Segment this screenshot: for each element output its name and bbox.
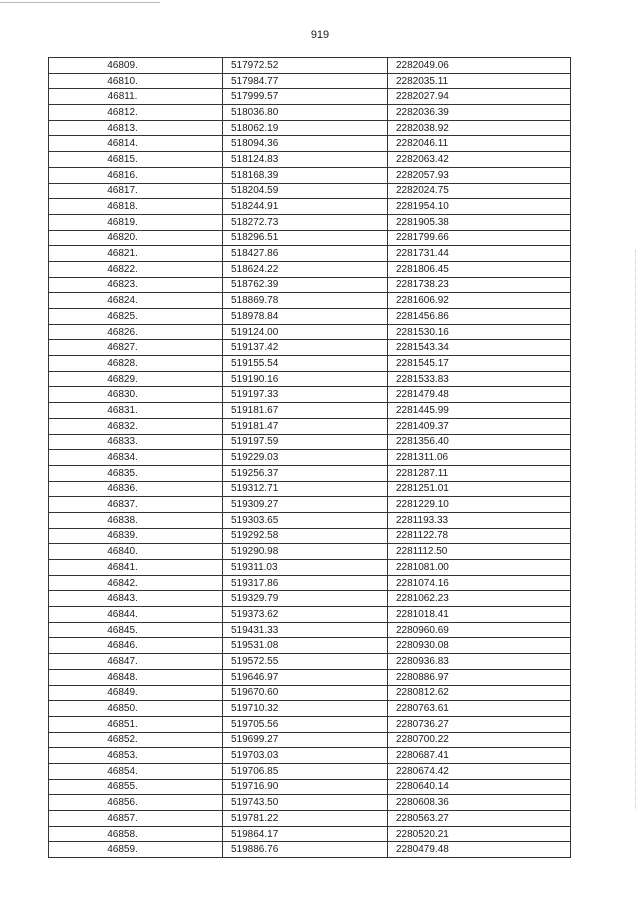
table-row	[49, 622, 571, 638]
table-row	[49, 512, 571, 528]
x-coordinate-cell: 519303.65	[223, 512, 388, 528]
x-coordinate-cell: 519197.59	[223, 434, 388, 450]
table-row	[49, 105, 571, 121]
table-row	[49, 669, 571, 685]
x-coordinate-cell: 519181.47	[223, 418, 388, 434]
x-coordinate-cell: 518272.73	[223, 214, 388, 230]
point-number-cell: 46845.	[49, 622, 223, 638]
table-row	[49, 701, 571, 717]
point-number-cell: 46827.	[49, 340, 223, 356]
y-coordinate-cell: 2280674.42	[388, 763, 571, 779]
y-coordinate-cell: 2281287.11	[388, 465, 571, 481]
y-coordinate-cell: 2281112.50	[388, 544, 571, 560]
table-row	[49, 167, 571, 183]
x-coordinate-cell: 519312.71	[223, 481, 388, 497]
y-coordinate-cell: 2280936.83	[388, 654, 571, 670]
y-coordinate-cell: 2280608.36	[388, 795, 571, 811]
y-coordinate-cell: 2280960.69	[388, 622, 571, 638]
y-coordinate-cell: 2281530.16	[388, 324, 571, 340]
y-coordinate-cell: 2280520.21	[388, 826, 571, 842]
y-coordinate-cell: 2280763.61	[388, 701, 571, 717]
table-row	[49, 481, 571, 497]
table-row	[49, 544, 571, 560]
x-coordinate-cell: 518978.84	[223, 309, 388, 325]
point-number-cell: 46820.	[49, 230, 223, 246]
table-row	[49, 842, 571, 858]
table-row	[49, 309, 571, 325]
point-number-cell: 46831.	[49, 403, 223, 419]
point-number-cell: 46836.	[49, 481, 223, 497]
y-coordinate-cell: 2281456.86	[388, 309, 571, 325]
x-coordinate-cell: 518427.86	[223, 246, 388, 262]
table-row	[49, 795, 571, 811]
y-coordinate-cell: 2281545.17	[388, 356, 571, 372]
point-number-cell: 46811.	[49, 89, 223, 105]
point-number-cell: 46844.	[49, 607, 223, 623]
x-coordinate-cell: 518124.83	[223, 152, 388, 168]
y-coordinate-cell: 2282038.92	[388, 120, 571, 136]
table-row	[49, 73, 571, 89]
y-coordinate-cell: 2281533.83	[388, 371, 571, 387]
point-number-cell: 46821.	[49, 246, 223, 262]
point-number-cell: 46810.	[49, 73, 223, 89]
y-coordinate-cell: 2281062.23	[388, 591, 571, 607]
table-row	[49, 654, 571, 670]
x-coordinate-cell: 519309.27	[223, 497, 388, 513]
point-number-cell: 46849.	[49, 685, 223, 701]
x-coordinate-cell: 519716.90	[223, 779, 388, 795]
x-coordinate-cell: 519311.03	[223, 560, 388, 576]
table-row	[49, 716, 571, 732]
y-coordinate-cell: 2282027.94	[388, 89, 571, 105]
y-coordinate-cell: 2281074.16	[388, 575, 571, 591]
point-number-cell: 46839.	[49, 528, 223, 544]
table-row	[49, 575, 571, 591]
y-coordinate-cell: 2281799.66	[388, 230, 571, 246]
table-row	[49, 591, 571, 607]
x-coordinate-cell: 519431.33	[223, 622, 388, 638]
x-coordinate-cell: 519531.08	[223, 638, 388, 654]
x-coordinate-cell: 519329.79	[223, 591, 388, 607]
x-coordinate-cell: 517999.57	[223, 89, 388, 105]
x-coordinate-cell: 519699.27	[223, 732, 388, 748]
table-row	[49, 403, 571, 419]
x-coordinate-cell: 519706.85	[223, 763, 388, 779]
table-row	[49, 434, 571, 450]
x-coordinate-cell: 518762.39	[223, 277, 388, 293]
point-number-cell: 46817.	[49, 183, 223, 199]
point-number-cell: 46830.	[49, 387, 223, 403]
y-coordinate-cell: 2282036.39	[388, 105, 571, 121]
x-coordinate-cell: 519373.62	[223, 607, 388, 623]
point-number-cell: 46848.	[49, 669, 223, 685]
x-coordinate-cell: 519124.00	[223, 324, 388, 340]
point-number-cell: 46822.	[49, 261, 223, 277]
y-coordinate-cell: 2281445.99	[388, 403, 571, 419]
point-number-cell: 46814.	[49, 136, 223, 152]
table-row	[49, 277, 571, 293]
point-number-cell: 46850.	[49, 701, 223, 717]
point-number-cell: 46851.	[49, 716, 223, 732]
point-number-cell: 46835.	[49, 465, 223, 481]
table-row	[49, 763, 571, 779]
x-coordinate-cell: 518168.39	[223, 167, 388, 183]
table-row	[49, 450, 571, 466]
x-coordinate-cell: 519572.55	[223, 654, 388, 670]
point-number-cell: 46829.	[49, 371, 223, 387]
y-coordinate-cell: 2281251.01	[388, 481, 571, 497]
y-coordinate-cell: 2281081.00	[388, 560, 571, 576]
x-coordinate-cell: 519743.50	[223, 795, 388, 811]
table-row	[49, 497, 571, 513]
table-row	[49, 748, 571, 764]
y-coordinate-cell: 2282049.06	[388, 58, 571, 74]
point-number-cell: 46847.	[49, 654, 223, 670]
point-number-cell: 46854.	[49, 763, 223, 779]
x-coordinate-cell: 519197.33	[223, 387, 388, 403]
x-coordinate-cell: 519292.58	[223, 528, 388, 544]
point-number-cell: 46843.	[49, 591, 223, 607]
y-coordinate-cell: 2281311.06	[388, 450, 571, 466]
y-coordinate-cell: 2281731.44	[388, 246, 571, 262]
x-coordinate-cell: 517972.52	[223, 58, 388, 74]
point-number-cell: 46815.	[49, 152, 223, 168]
point-number-cell: 46855.	[49, 779, 223, 795]
point-number-cell: 46819.	[49, 214, 223, 230]
table-row	[49, 120, 571, 136]
table-row	[49, 230, 571, 246]
point-number-cell: 46824.	[49, 293, 223, 309]
point-number-cell: 46837.	[49, 497, 223, 513]
table-row	[49, 607, 571, 623]
x-coordinate-cell: 519190.16	[223, 371, 388, 387]
y-coordinate-cell: 2280687.41	[388, 748, 571, 764]
x-coordinate-cell: 518036.80	[223, 105, 388, 121]
table-row	[49, 528, 571, 544]
table-row	[49, 183, 571, 199]
x-coordinate-cell: 519181.67	[223, 403, 388, 419]
table-row	[49, 246, 571, 262]
y-coordinate-cell: 2281122.78	[388, 528, 571, 544]
table-row	[49, 293, 571, 309]
x-coordinate-cell: 519670.60	[223, 685, 388, 701]
x-coordinate-cell: 519137.42	[223, 340, 388, 356]
y-coordinate-cell: 2281229.10	[388, 497, 571, 513]
y-coordinate-cell: 2281606.92	[388, 293, 571, 309]
point-number-cell: 46833.	[49, 434, 223, 450]
x-coordinate-cell: 518869.78	[223, 293, 388, 309]
x-coordinate-cell: 519886.76	[223, 842, 388, 858]
table-row	[49, 152, 571, 168]
point-number-cell: 46813.	[49, 120, 223, 136]
table-row	[49, 261, 571, 277]
y-coordinate-cell: 2281356.40	[388, 434, 571, 450]
table-row	[49, 638, 571, 654]
point-number-cell: 46842.	[49, 575, 223, 591]
scan-edge-marks	[633, 250, 636, 810]
y-coordinate-cell: 2280812.62	[388, 685, 571, 701]
table-row	[49, 340, 571, 356]
y-coordinate-cell: 2281806.45	[388, 261, 571, 277]
table-row	[49, 136, 571, 152]
point-number-cell: 46856.	[49, 795, 223, 811]
page-number: 919	[310, 29, 330, 41]
x-coordinate-cell: 518624.22	[223, 261, 388, 277]
y-coordinate-cell: 2280930.08	[388, 638, 571, 654]
table-row	[49, 779, 571, 795]
table-row	[49, 324, 571, 340]
x-coordinate-cell: 518204.59	[223, 183, 388, 199]
table-row	[49, 685, 571, 701]
top-edge-rule	[0, 2, 160, 3]
y-coordinate-cell: 2280563.27	[388, 811, 571, 827]
point-number-cell: 46825.	[49, 309, 223, 325]
x-coordinate-cell: 519864.17	[223, 826, 388, 842]
point-number-cell: 46846.	[49, 638, 223, 654]
x-coordinate-cell: 519155.54	[223, 356, 388, 372]
x-coordinate-cell: 517984.77	[223, 73, 388, 89]
x-coordinate-cell: 519256.37	[223, 465, 388, 481]
y-coordinate-cell: 2281905.38	[388, 214, 571, 230]
x-coordinate-cell: 518296.51	[223, 230, 388, 246]
x-coordinate-cell: 519703.03	[223, 748, 388, 764]
point-number-cell: 46857.	[49, 811, 223, 827]
table-row	[49, 214, 571, 230]
y-coordinate-cell: 2281018.41	[388, 607, 571, 623]
y-coordinate-cell: 2282035.11	[388, 73, 571, 89]
y-coordinate-cell: 2281479.48	[388, 387, 571, 403]
table-row	[49, 387, 571, 403]
point-number-cell: 46859.	[49, 842, 223, 858]
coordinates-table	[48, 57, 571, 858]
table-row	[49, 465, 571, 481]
y-coordinate-cell: 2281543.34	[388, 340, 571, 356]
y-coordinate-cell: 2281193.33	[388, 512, 571, 528]
y-coordinate-cell: 2280700.22	[388, 732, 571, 748]
table-row	[49, 199, 571, 215]
x-coordinate-cell: 519710.32	[223, 701, 388, 717]
y-coordinate-cell: 2282024.75	[388, 183, 571, 199]
point-number-cell: 46816.	[49, 167, 223, 183]
table-row	[49, 356, 571, 372]
y-coordinate-cell: 2282057.93	[388, 167, 571, 183]
table-row	[49, 732, 571, 748]
point-number-cell: 46812.	[49, 105, 223, 121]
point-number-cell: 46858.	[49, 826, 223, 842]
point-number-cell: 46852.	[49, 732, 223, 748]
point-number-cell: 46840.	[49, 544, 223, 560]
x-coordinate-cell: 519705.56	[223, 716, 388, 732]
x-coordinate-cell: 519646.97	[223, 669, 388, 685]
y-coordinate-cell: 2282046.11	[388, 136, 571, 152]
table-row	[49, 826, 571, 842]
y-coordinate-cell: 2280886.97	[388, 669, 571, 685]
point-number-cell: 46838.	[49, 512, 223, 528]
point-number-cell: 46828.	[49, 356, 223, 372]
x-coordinate-cell: 518094.36	[223, 136, 388, 152]
y-coordinate-cell: 2281738.23	[388, 277, 571, 293]
y-coordinate-cell: 2281409.37	[388, 418, 571, 434]
x-coordinate-cell: 519317.86	[223, 575, 388, 591]
table-row	[49, 58, 571, 74]
point-number-cell: 46853.	[49, 748, 223, 764]
x-coordinate-cell: 518244.91	[223, 199, 388, 215]
point-number-cell: 46834.	[49, 450, 223, 466]
point-number-cell: 46823.	[49, 277, 223, 293]
point-number-cell: 46826.	[49, 324, 223, 340]
x-coordinate-cell: 519781.22	[223, 811, 388, 827]
y-coordinate-cell: 2280640.14	[388, 779, 571, 795]
coordinates-table-body	[49, 58, 571, 858]
y-coordinate-cell: 2280736.27	[388, 716, 571, 732]
x-coordinate-cell: 519290.98	[223, 544, 388, 560]
y-coordinate-cell: 2280479.48	[388, 842, 571, 858]
table-row	[49, 811, 571, 827]
table-row	[49, 371, 571, 387]
point-number-cell: 46809.	[49, 58, 223, 74]
table-row	[49, 89, 571, 105]
y-coordinate-cell: 2282063.42	[388, 152, 571, 168]
x-coordinate-cell: 519229.03	[223, 450, 388, 466]
point-number-cell: 46832.	[49, 418, 223, 434]
table-row	[49, 560, 571, 576]
y-coordinate-cell: 2281954.10	[388, 199, 571, 215]
table-row	[49, 418, 571, 434]
point-number-cell: 46818.	[49, 199, 223, 215]
point-number-cell: 46841.	[49, 560, 223, 576]
x-coordinate-cell: 518062.19	[223, 120, 388, 136]
